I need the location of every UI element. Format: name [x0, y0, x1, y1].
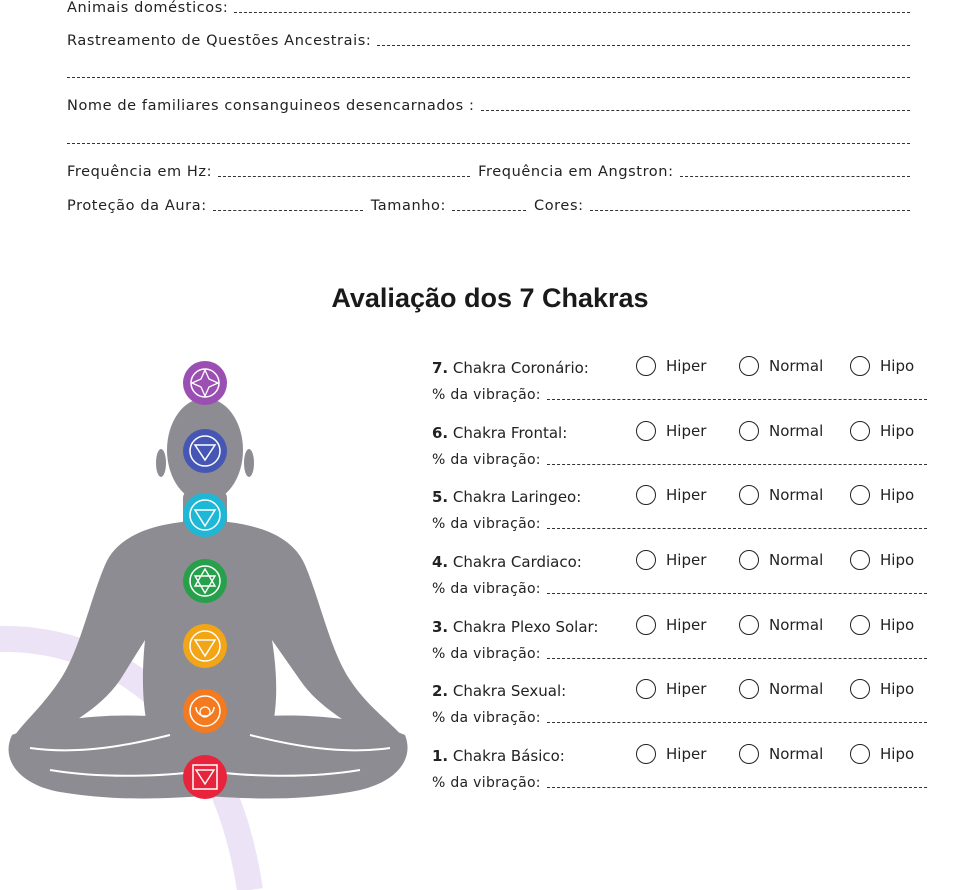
chakra-heart-icon — [183, 559, 227, 603]
vibration-row: % da vibração: — [432, 387, 927, 403]
radio-normal[interactable]: Normal — [739, 679, 823, 699]
radio-circle-icon[interactable] — [739, 550, 759, 570]
radio-normal[interactable]: Normal — [739, 550, 823, 570]
chakra-number: 4. — [432, 553, 449, 571]
vibration-input-line[interactable] — [547, 463, 927, 465]
chakra-number: 3. — [432, 618, 449, 636]
chakra-name: Chakra Coronário: — [452, 359, 589, 377]
vibration-row: % da vibração: — [432, 581, 927, 597]
radio-hiper[interactable]: Hiper — [636, 679, 706, 699]
chakra-solar-plexus-icon — [183, 624, 227, 668]
radio-normal[interactable]: Normal — [739, 485, 823, 505]
vibration-row: % da vibração: — [432, 710, 927, 726]
freq-hz-input-line[interactable] — [218, 175, 470, 177]
radio-circle-icon[interactable] — [739, 744, 759, 764]
radio-circle-icon[interactable] — [636, 485, 656, 505]
radio-hiper[interactable]: Hiper — [636, 744, 706, 764]
freq-angstron-input-line[interactable] — [680, 175, 910, 177]
vibration-input-line[interactable] — [547, 721, 927, 723]
chakra-name: Chakra Sexual: — [452, 682, 567, 700]
radio-circle-icon[interactable] — [739, 615, 759, 635]
radio-circle-icon[interactable] — [850, 550, 870, 570]
chakra-throat-icon — [183, 493, 227, 537]
chakra-name: Chakra Cardiaco: — [452, 553, 582, 571]
radio-hipo[interactable]: Hipo — [850, 615, 914, 635]
aura-field-row — [67, 198, 910, 214]
radio-circle-icon[interactable] — [636, 679, 656, 699]
chakra-third-eye-icon — [183, 429, 227, 473]
radio-circle-icon[interactable] — [739, 485, 759, 505]
colors-label: Cores: — [533, 198, 584, 214]
pets-input-line[interactable] — [234, 11, 910, 13]
radio-hipo[interactable]: Hipo — [850, 679, 914, 699]
aura-label: Proteção da Aura: — [67, 198, 207, 214]
pets-field-row — [67, 0, 910, 16]
vibration-input-line[interactable] — [547, 657, 927, 659]
radio-circle-icon[interactable] — [636, 744, 656, 764]
radio-circle-icon[interactable] — [636, 421, 656, 441]
size-label: Tamanho: — [370, 198, 446, 214]
radio-normal[interactable]: Normal — [739, 421, 823, 441]
frequency-field-row — [67, 164, 910, 180]
chakra-number: 7. — [432, 359, 449, 377]
radio-circle-icon[interactable] — [739, 679, 759, 699]
vibration-row: % da vibração: — [432, 646, 927, 662]
colors-input-line[interactable] — [590, 209, 910, 211]
chakra-crown-icon — [183, 361, 227, 405]
chakra-name: Chakra Básico: — [452, 747, 565, 765]
chakra-number: 1. — [432, 747, 449, 765]
vibration-row: % da vibração: — [432, 775, 927, 791]
radio-circle-icon[interactable] — [850, 615, 870, 635]
chakra-number: 5. — [432, 488, 449, 506]
page-title: Avaliação dos 7 Chakras — [331, 283, 649, 313]
vibration-input-line[interactable] — [547, 592, 927, 594]
aura-input-line[interactable] — [213, 209, 363, 211]
radio-hipo[interactable]: Hipo — [850, 550, 914, 570]
radio-hiper[interactable]: Hiper — [636, 550, 706, 570]
radio-circle-icon[interactable] — [739, 356, 759, 376]
vibration-input-line[interactable] — [547, 527, 927, 529]
chakra-sacral-icon — [183, 689, 227, 733]
radio-circle-icon[interactable] — [739, 421, 759, 441]
radio-circle-icon[interactable] — [850, 485, 870, 505]
size-input-line[interactable] — [452, 209, 526, 211]
freq-angstron-label: Frequência em Angstron: — [478, 164, 674, 180]
vibration-input-line[interactable] — [547, 786, 927, 788]
radio-normal[interactable]: Normal — [739, 744, 823, 764]
radio-normal[interactable]: Normal — [739, 356, 823, 376]
radio-hipo[interactable]: Hipo — [850, 485, 914, 505]
chakra-number: 6. — [432, 424, 449, 442]
pets-label: Animais domésticos: — [67, 0, 229, 16]
radio-hiper[interactable]: Hiper — [636, 356, 706, 376]
radio-circle-icon[interactable] — [636, 550, 656, 570]
vibration-row: % da vibração: — [432, 452, 927, 468]
vibration-row: % da vibração: — [432, 516, 927, 532]
chakra-root-icon — [183, 755, 227, 799]
chakra-number: 2. — [432, 682, 449, 700]
radio-circle-icon[interactable] — [850, 679, 870, 699]
radio-hiper[interactable]: Hiper — [636, 421, 706, 441]
ancestral-field-row — [67, 33, 910, 49]
chakra-name: Chakra Plexo Solar: — [452, 618, 599, 636]
chakra-name: Chakra Laringeo: — [452, 488, 582, 506]
relatives-input-line[interactable] — [481, 109, 910, 111]
relatives-extra-line[interactable] — [67, 143, 910, 144]
radio-hipo[interactable]: Hipo — [850, 421, 914, 441]
radio-circle-icon[interactable] — [850, 744, 870, 764]
radio-circle-icon[interactable] — [850, 421, 870, 441]
radio-hipo[interactable]: Hipo — [850, 356, 914, 376]
freq-hz-label: Frequência em Hz: — [67, 164, 213, 180]
radio-hiper[interactable]: Hiper — [636, 485, 706, 505]
radio-circle-icon[interactable] — [850, 356, 870, 376]
relatives-field-row — [67, 98, 910, 114]
ancestral-extra-line[interactable] — [67, 77, 910, 78]
radio-circle-icon[interactable] — [636, 356, 656, 376]
relatives-label: Nome de familiares consanguineos desencarnados : — [67, 98, 475, 114]
radio-circle-icon[interactable] — [636, 615, 656, 635]
vibration-input-line[interactable] — [547, 398, 927, 400]
meditation-figure-illustration — [0, 350, 420, 890]
radio-normal[interactable]: Normal — [739, 615, 823, 635]
ancestral-input-line[interactable] — [377, 44, 910, 46]
chakra-name: Chakra Frontal: — [452, 424, 568, 442]
ancestral-label: Rastreamento de Questões Ancestrais: — [67, 33, 372, 49]
radio-hipo[interactable]: Hipo — [850, 744, 914, 764]
radio-hiper[interactable]: Hiper — [636, 615, 706, 635]
